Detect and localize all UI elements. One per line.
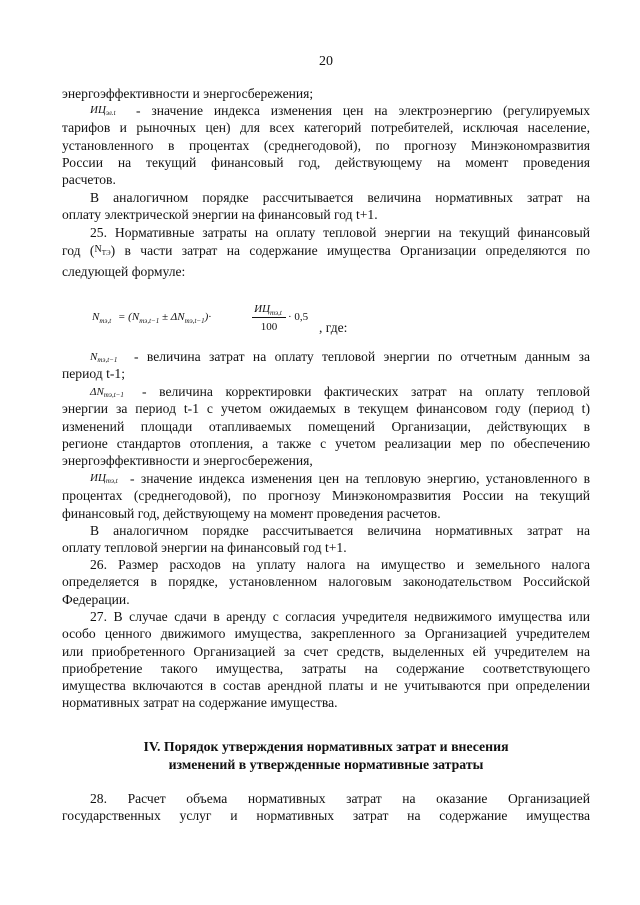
formula-lhs: $N_{тэ,t}$	[92, 311, 112, 326]
symbol-n-te: NТЭ	[94, 244, 111, 258]
formula-fraction-numerator: $ИЦ_{тэ,t}$	[254, 303, 282, 318]
paragraph-similar-heat: В аналогичном порядке рассчитывается величина нормативных затрат на оплату тепловой энергии на финансовый год t+1.	[62, 523, 590, 556]
formula-rhs: = $(N_{тэ,t-1} \pm \Delta N_{тэ,t-1})\cdot$	[118, 311, 212, 326]
definition-delta-n: $\Delta N_{тэ,t-1}$ - величина корректировки фактических затрат на оплату тепловой энергии за период t-1 с учетом ожидаемых в текущем финансовом году (период t) изменений площади отапливаемых помещений Организации, действующих в регионе стандартов отопления, а также с учетом реализации мер по обеспечению энергоэффективности и энергосбережения,	[62, 384, 590, 469]
symbol-delta-n: $\Delta N_{тэ,t-1}$	[90, 386, 124, 399]
paragraph-25: 25. Нормативные затраты на оплату тепловой энергии на текущий финансовый год ($^{N_{ТЭ}}$) в части затрат на содержание имущества Организации определяются по следующей формуле:	[62, 225, 591, 279]
formula-fraction-denominator: 100	[260, 321, 278, 333]
symbol-ic-te: $ИЦ_{тэ,t}$	[90, 472, 118, 485]
symbol-ic-el: $ИЦ_{эл.t}$	[90, 104, 116, 117]
definition-ic-te: $ИЦ_{тэ,t}$ - значение индекса изменения цен на тепловую энергию, установленного в процентах (среднегодовой), по прогнозу Минэкономразвития России на текущий финансовый год, действующему на момент проведения расчетов.	[62, 471, 590, 521]
paragraph-similar-electricity: В аналогичном порядке рассчитывается величина нормативных затрат на оплату электрической энергии на финансовый год t+1.	[62, 190, 590, 223]
formula-fraction-bar	[252, 317, 286, 318]
formula-where: , где:	[319, 320, 348, 335]
formula-tail: · 0,5	[288, 311, 309, 323]
section-heading-iv: IV. Порядок утверждения нормативных затрат и внесения изменений в утвержденные нормативные затраты	[143, 739, 509, 772]
paragraph-26: 26. Размер расходов на уплату налога на имущество и земельного налога определяется в порядке, установленном налоговым законодательством Российской Федерации.	[62, 557, 590, 607]
paragraph-continuation: энергоэффективности и энергосбережения;	[62, 86, 314, 101]
paragraph-28: 28. Расчет объема нормативных затрат на оказание Организацией государственных услуг и нормативных затрат на содержание имущества	[62, 791, 590, 824]
heat-cost-formula	[92, 301, 392, 345]
definition-n-prev: $N_{тэ,t-1}$ - величина затрат на оплату тепловой энергии по отчетным данным за период t-1;	[62, 349, 590, 382]
paragraph-electricity-price-index: $ИЦ_{эл.t}$ - значение индекса изменения цен на электроэнергию (регулируемых тарифов и рыночных цен) для всех категорий потребителей, исключая население, установленного в процентах (среднегодовой), по прогнозу Минэкономразвития России на текущий финансовый год, действующему на момент проведения расчетов.	[62, 103, 590, 188]
page-number: 20	[319, 54, 333, 69]
symbol-n-prev: $N_{тэ,t-1}$	[90, 351, 118, 364]
paragraph-27: 27. В случае сдачи в аренду с согласия учредителя недвижимого имущества или особо ценного движимого имущества, закрепленного за Организацией учредителем или приобретенного Организацией за счет средств, выделенных ей учредителем на приобретение такого имущества, затраты на содержание соответствующего имущества включаются в состав арендной платы и не учитываются при определении нормативных затрат на содержание имущества.	[62, 609, 590, 711]
